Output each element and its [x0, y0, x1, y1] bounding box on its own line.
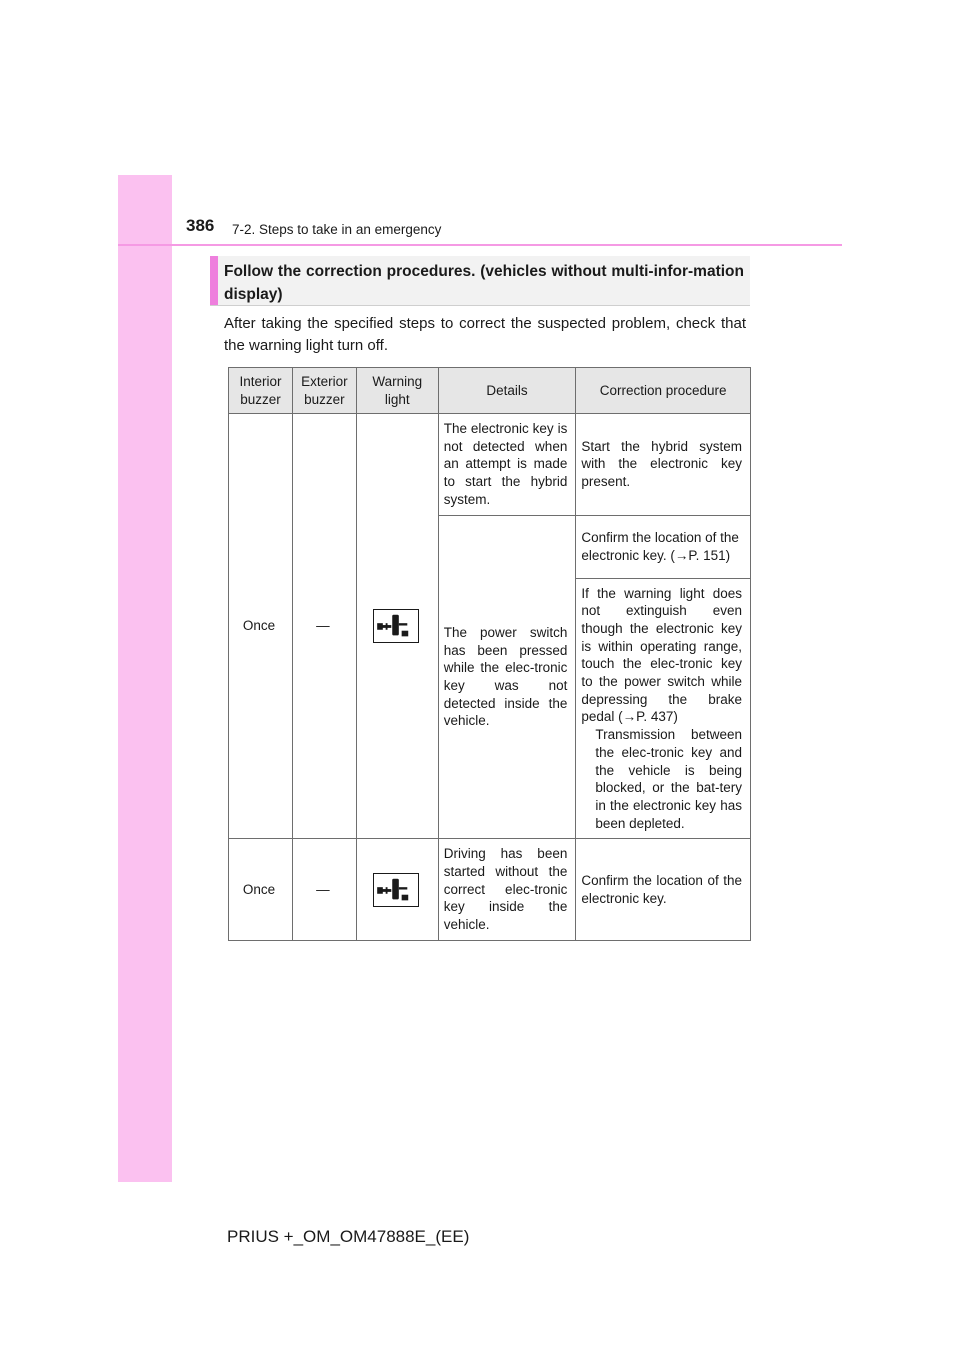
- section-heading-box: [210, 256, 750, 306]
- exterior-buzzer-cell: —: [292, 839, 356, 941]
- table-header-row: [229, 368, 751, 414]
- exterior-buzzer-cell: —: [292, 414, 356, 839]
- key-warning-icon: [373, 609, 419, 643]
- header-interior-buzzer: Interior buzzer: [229, 368, 293, 414]
- page-number: 386: [186, 216, 215, 235]
- detail-cell: The power switch has been pressed while the elec-tronic key was not detected inside the vehicle.: [438, 515, 576, 839]
- correction-main-text: If the warning light does not extinguish even though the electronic key is within operating range, touch the elec-tronic key to the power switch while depressing the brake pedal (→P. 437): [581, 585, 742, 725]
- header-divider: [118, 244, 842, 246]
- side-tab-bar: [118, 175, 172, 1182]
- interior-buzzer-cell: Once: [229, 414, 293, 839]
- header-warning-light: Warning light: [356, 368, 438, 414]
- detail-cell: The electronic key is not detected when an attempt is made to start the hybrid system.: [438, 414, 576, 516]
- correction-cell: Start the hybrid system with the electronic key present.: [576, 414, 751, 516]
- intro-paragraph: After taking the specified steps to correct the suspected problem, check that the warning light turn off.: [224, 315, 746, 354]
- correction-sub-note: Transmission between the elec-tronic key and the vehicle is being blocked, or the bat-tery in the electronic key has been depleted.: [595, 727, 742, 831]
- warning-table: [228, 367, 751, 941]
- header-exterior-buzzer: Exterior buzzer: [292, 368, 356, 414]
- warning-light-cell: [356, 414, 438, 839]
- table-row: [229, 839, 751, 941]
- section-title: Follow the correction procedures. (vehicles without multi-infor-mation display): [224, 263, 744, 303]
- document-code-footer: PRIUS +_OM_OM47888E_(EE): [227, 1227, 470, 1246]
- table-row: [229, 414, 751, 516]
- interior-buzzer-cell: Once: [229, 839, 293, 941]
- correction-cell: Confirm the location of the electronic key. (→P. 151): [576, 515, 751, 578]
- header-correction-procedure: Correction procedure: [576, 368, 751, 414]
- chapter-heading: 7-2. Steps to take in an emergency: [232, 222, 442, 237]
- detail-cell: Driving has been started without the correct elec-tronic key inside the vehicle.: [438, 839, 576, 941]
- correction-cell: [576, 578, 751, 839]
- warning-light-cell: [356, 839, 438, 941]
- correction-cell: Confirm the location of the electronic key.: [576, 839, 751, 941]
- key-warning-icon: [373, 873, 419, 907]
- section-accent-bar: [210, 256, 218, 305]
- header-details: Details: [438, 368, 576, 414]
